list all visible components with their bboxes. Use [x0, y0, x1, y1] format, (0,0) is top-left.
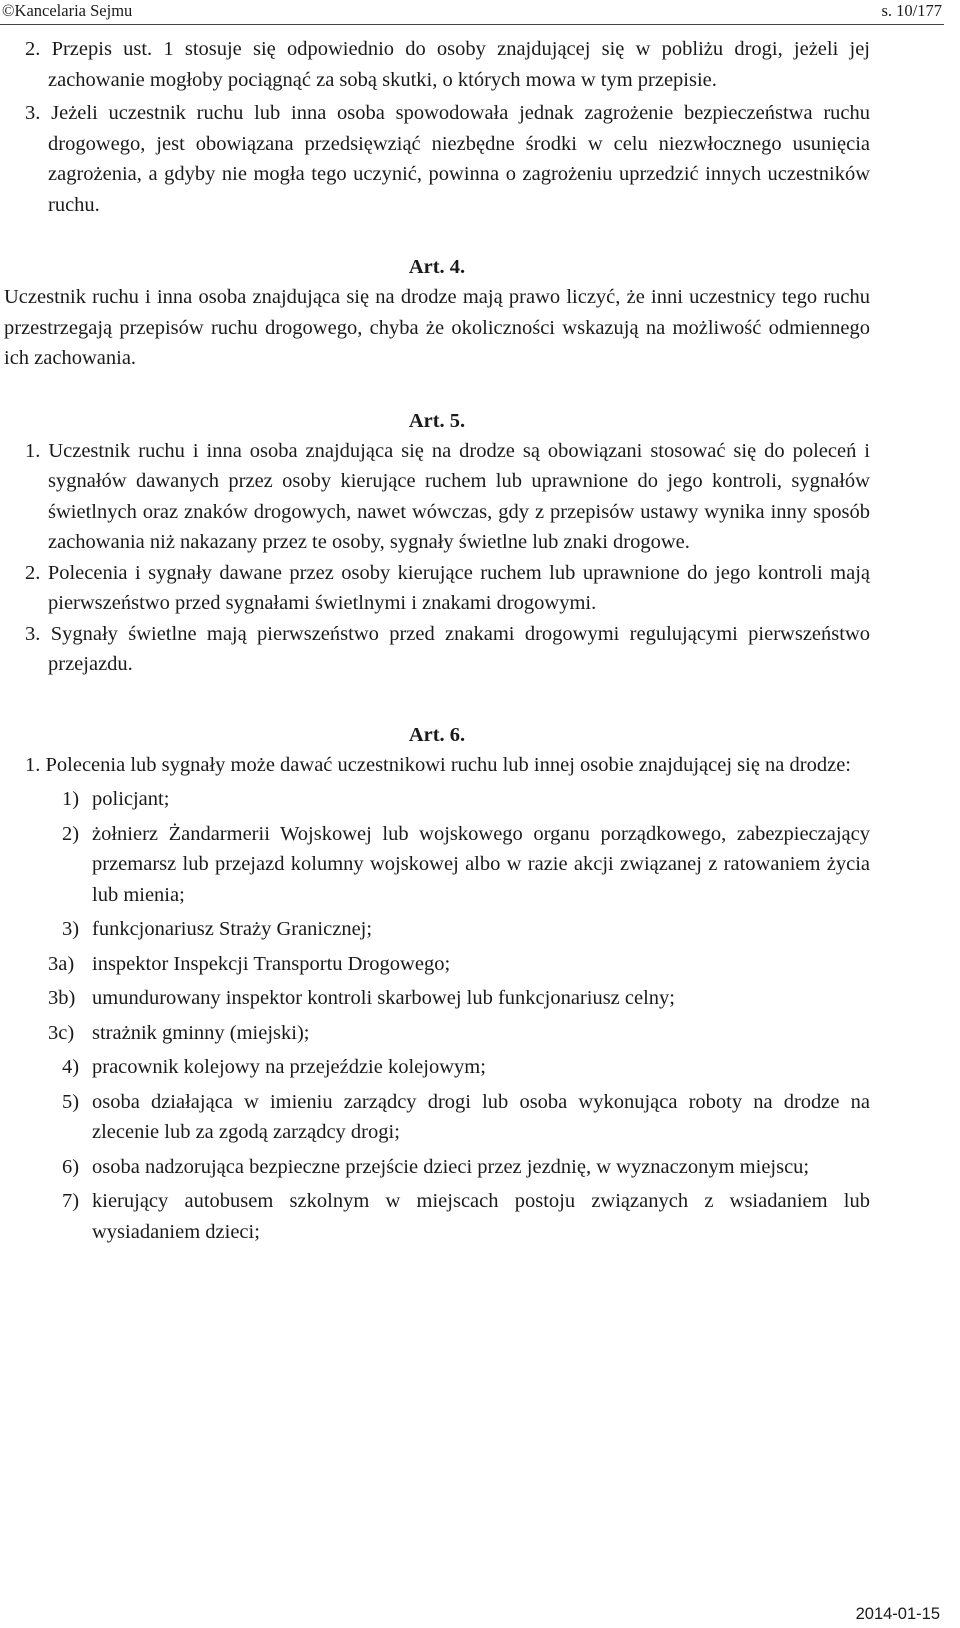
list-item-text: osoba nadzorująca bezpieczne przejście dzieci przez jezdnię, w wyznaczonym miejscu;: [92, 1155, 810, 1178]
list-item-number: 2): [62, 822, 80, 845]
list-item: [4, 1186, 870, 1247]
list-item-text: osoba działająca w imieniu zarządcy drogi lub osoba wykonująca roboty na drodze na zlecenie lub za zgodą zarządcy drogi;: [92, 1090, 870, 1143]
list-item-number: 3a): [48, 952, 75, 975]
list-item-number: 6): [62, 1155, 80, 1178]
list-item-text: umundurowany inspektor kontroli skarbowej lub funkcjonariusz celny;: [92, 987, 675, 1009]
publisher-label: ©Kancelaria Sejmu: [2, 1, 133, 20]
list-item: [4, 1018, 870, 1049]
list-item-text: inspektor Inspekcji Transportu Drogowego;: [92, 952, 451, 975]
list-item: [4, 983, 870, 1014]
document-body: [4, 34, 870, 1251]
art5-heading: Art. 5.: [408, 409, 466, 432]
list-item-number: 4): [62, 1056, 80, 1078]
page-number: s. 10/177: [881, 1, 942, 20]
list-item-text: funkcjonariusz Straży Granicznej;: [92, 918, 373, 940]
list-item: [4, 784, 870, 815]
list-item-number: 3): [62, 918, 80, 940]
art4-text: Uczestnik ruchu i inna osoba znajdująca się na drodze mają prawo liczyć, że inni uczestnicy tego ruchu przestrzegają przepisów ruchu drogowego, chyba że okoliczności wskazują na możliwość odmiennego ich zachowania.: [4, 286, 870, 369]
art6-list: [4, 784, 870, 1247]
art5-paragraph-2: 2. Polecenia i sygnały dawane przez osoby kierujące ruchem lub uprawnione do jego kontroli mają pierwszeństwo przed sygnałami świetlnymi i znakami drogowymi.: [25, 561, 870, 614]
list-item: [4, 1087, 870, 1148]
art6-paragraph-1: 1. Polecenia lub sygnały może dawać uczestnikowi ruchu lub innej osobie znajdującej się na drodze:: [25, 753, 851, 776]
art3-paragraph-2: 2. Przepis ust. 1 stosuje się odpowiednio do osoby znajdującej się w pobliżu drogi, jeżeli jej zachowanie mogłoby pociągnąć za sobą skutki, o których mowa w tym przepisie.: [25, 38, 870, 91]
list-item: [4, 949, 870, 980]
list-item: [4, 914, 870, 945]
list-item-number: 7): [62, 1190, 80, 1212]
list-item: [4, 1152, 870, 1183]
list-item-text: żołnierz Żandarmerii Wojskowej lub wojskowego organu porządkowego, zabezpieczający przemarsz lub przejazd kolumny wojskowej albo w razie akcji związanej z ratowaniem życia lub mienia;: [92, 822, 870, 906]
art6-heading: Art. 6.: [408, 723, 466, 746]
list-item-text: strażnik gminny (miejski);: [92, 1021, 310, 1044]
list-item-number: 5): [62, 1090, 80, 1113]
list-item-number: 3b): [48, 987, 76, 1009]
art3-paragraph-3: 3. Jeżeli uczestnik ruchu lub inna osoba spowodowała jednak zagrożenie bezpieczeństwa ruchu drogowego, jest obowiązana przedsięwziąć niezbędne środki w celu niezwłocznego usunięcia zagrożenia, a gdyby nie mogła tego uczynić, powinna o zagrożeniu uprzedzić innych uczestników ruchu.: [25, 102, 870, 216]
list-item-text: pracownik kolejowy na przejeździe kolejowym;: [92, 1056, 486, 1078]
list-item-number: 1): [62, 788, 80, 810]
art5-paragraph-3: 3. Sygnały świetlne mają pierwszeństwo przed znakami drogowymi regulującymi pierwszeństwo przejazdu.: [25, 622, 870, 675]
list-item: [4, 819, 870, 911]
art4-heading: Art. 4.: [408, 256, 466, 278]
footer-date: 2014-01-15: [855, 1605, 940, 1623]
list-item-text: kierujący autobusem szkolnym w miejscach postoju związanych z wsiadaniem lub wysiadaniem dzieci;: [92, 1190, 870, 1243]
art5-paragraph-1: 1. Uczestnik ruchu i inna osoba znajdująca się na drodze są obowiązani stosować się do poleceń i sygnałów dawanych przez osoby kierujące ruchem lub uprawnione do jego kontroli, sygnałów świetlnych oraz znaków drogowych, nawet wówczas, gdy z przepisów ustawy wynika inny sposób zachowania niż nakazany przez te osoby, sygnały świetlne lub znaki drogowe.: [25, 439, 870, 553]
list-item-text: policjant;: [92, 788, 170, 810]
list-item-number: 3c): [48, 1021, 75, 1044]
page-header: [0, 0, 944, 25]
list-item: [4, 1052, 870, 1083]
